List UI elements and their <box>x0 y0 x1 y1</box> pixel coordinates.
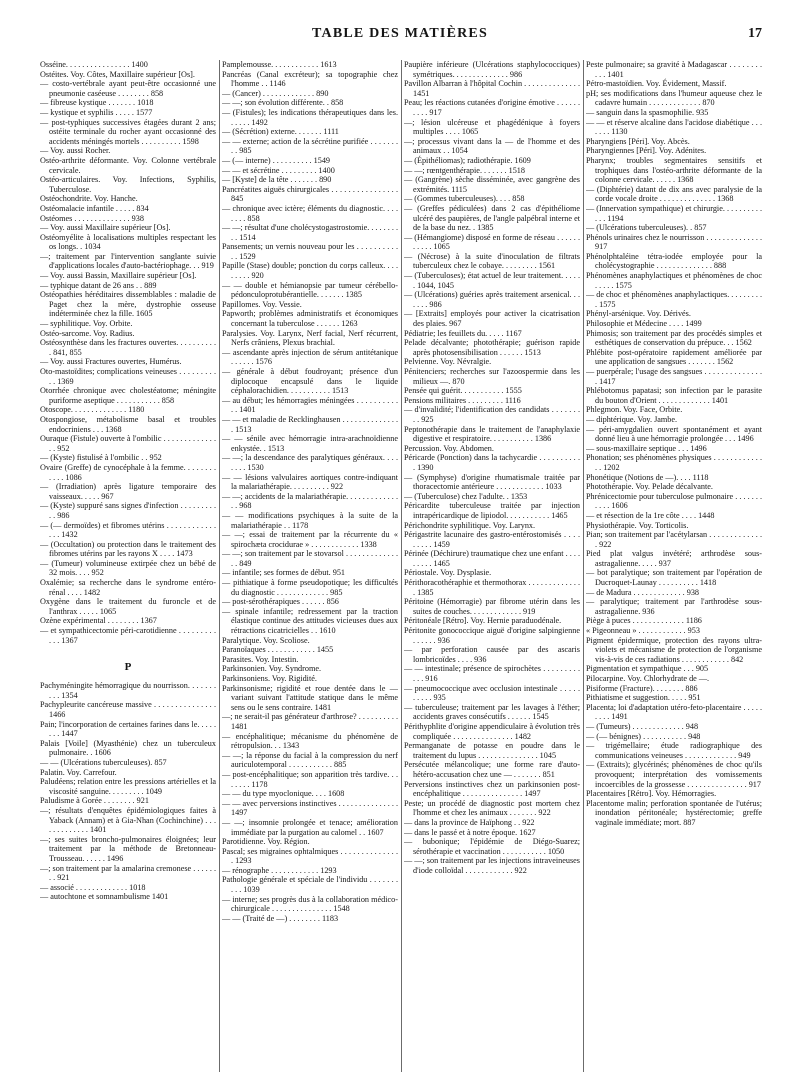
index-entry: — — et sécrétine . . . . . . . . . 1400 <box>222 165 335 175</box>
index-entry: — kystique et syphilis . . . . . 1577 <box>40 107 153 117</box>
index-entry: — — intestinale; présence de spirochètes . . . . . . . . . . . . 916 <box>404 664 580 683</box>
index-entry: Pharyngiennes [Péri]. Voy. Adénites. <box>586 146 707 156</box>
index-entry: — — du type myoclonique. . . . 1608 <box>222 789 345 799</box>
index-entry: Parasites. Voy. Intestin. <box>222 654 299 664</box>
index-entry: —; processus vivant dans la — de l'homme et des animaux . . 1054 <box>404 136 580 156</box>
index-entry: — (Ulcérations) guéries après traitement arsenical. . . . . . . 986 <box>404 290 580 309</box>
index-entry: — (— dermoïdes) et fibromes utérins . . . . . . . . . . . . . . . 1432 <box>40 520 216 540</box>
index-entry: — — (Traité de —) . . . . . . . . 1183 <box>222 913 339 923</box>
index-entry: — (Nécrose) à la suite d'inoculation de filtrats tuberculeux chez le cobaye. . . . . . . . . 1561 <box>404 251 580 271</box>
index-entry: — autochtone et somnambulisme 1401 <box>40 892 169 902</box>
index-entry: Ostéites. Voy. Côtes, Maxillaire supérieur [Os]. <box>40 69 195 79</box>
index-entry: pH; ses modifications dans l'humeur aqueuse chez le cadavre humain . . . . . . . . . . . . . 870 <box>586 88 762 108</box>
index-entry: Piège à puces . . . . . . . . . . . . . 1186 <box>586 616 702 626</box>
index-entry: Osséine. . . . . . . . . . . . . . . . 1400 <box>40 60 148 69</box>
index-entry: —; son traitement par la amalarina cremonese . . . . . . . . 921 <box>40 863 216 883</box>
index-entry: — (Diphtérie) datant de dix ans avec paralysie de la corde vocale droite . . . . . . . . . . . . . . 1368 <box>586 184 762 204</box>
index-entry: Périnée (Déchirure) traumatique chez une enfant . . . . . . . . . 1465 <box>404 549 580 568</box>
index-entry: — (Épithéliomas); radiothérapie. 1609 <box>404 155 531 165</box>
index-entry: Placentaires [Rétro]. Voy. Hémorragies. <box>586 789 717 799</box>
index-entry: Pain; l'incorporation de certaines farines dans le. . . . . . . . 1447 <box>40 719 216 739</box>
index-entry: — trigémellaire; étude radiographique des communications veineuses . . . . . . . . . . . . . 949 <box>586 741 762 760</box>
index-entry: — encéphalitique; mécanisme du phénomène de rétropulsion. . . 1343 <box>222 731 398 751</box>
index-entry: Ouraque (Fistule) ouverte à l'ombilic . . . . . . . . . . . . . . . 952 <box>40 434 216 453</box>
index-entry: Pensions militaires . . . . . . . . . 1116 <box>404 395 521 405</box>
index-entry: Péritonéale [Rétro]. Voy. Hernie paraduodénale. <box>404 616 562 626</box>
index-entry: Péricarde (Ponction) dans la tachycardie . . . . . . . . . . . 1390 <box>404 453 580 472</box>
index-entry: —; ses suites broncho-pulmonaires éloignées; leur traitement par la méthode de Bretonneau-Trousseau. . . . . . 1496 <box>40 834 216 863</box>
index-entry: Péritoine (Hémorragie) par fibrome utérin dans les suites de couches. . . . . . . . . . . . . 919 <box>404 597 580 616</box>
index-entry: — (Greffes pédiculées) dans 2 cas d'épithéliome ulcéré des paupières, de l'angle palpébral interne et de la base du nez. . 1385 <box>404 203 580 233</box>
index-entry: — diphtérique. Voy. Jambe. <box>586 414 678 424</box>
index-entry: Pénitenciers; recherches sur l'azoospermie dans les milieux —. 870 <box>404 367 580 386</box>
index-entry: Ostéomyélite à localisations multiples respectant les os longs. . 1034 <box>40 232 216 252</box>
index-entry: —; traitement par l'intervention sanglante suivie d'applications locales d'auto-bactériophage. . . 919 <box>40 251 216 271</box>
index-entry: — —; résultat d'une cholécystogastrostomie. . . . . . . . . . 1514 <box>222 223 398 242</box>
index-entry: — chronique avec ictère; éléments du diagnostic. . . . . . . . 858 <box>222 203 398 223</box>
index-entry: Pavillon Albarran à l'hôpital Cochin . . . . . . . . . . . . . . 1451 <box>404 79 580 98</box>
index-entry: Pigment épidermique, protection des rayons ultra-violets et mécanisme de protection de l'organisme vis-à-vis de ces radiations . . . . . . . . . . . . 842 <box>586 635 762 664</box>
index-entry: Péritonite gonococcique aiguë d'origine salpingienne . . . . . . 936 <box>404 626 580 645</box>
index-entry: Pelvienne. Voy. Névralgie. <box>404 357 492 367</box>
index-entry: Pathologie générale et spéciale de l'individu . . . . . . . . . . 1039 <box>222 875 398 895</box>
index-entry: — et sympathicectomie péri-carotidienne . . . . . . . . . . . . 1367 <box>40 626 216 645</box>
index-entry: — par perforation causée par des ascaris lombricoïdes . . . . 936 <box>404 645 580 664</box>
index-entry: Photothérapie. Voy. Pelade décalvante. <box>586 482 713 492</box>
index-entry: — (Tumeurs) . . . . . . . . . . . . . 948 <box>586 721 699 731</box>
index-entry: — — lésions valvulaires aortiques contre-indiquant la malariathérapie. . . . . . . . . . 922 <box>222 472 398 492</box>
index-entry: — puerpérale; l'usage des sangsues . . . . . . . . . . . . . . . 1417 <box>586 367 762 386</box>
index-entry: — syphilitique. Voy. Orbite. <box>40 319 133 329</box>
index-entry: Pansements; un vernis nouveau pour les . . . . . . . . . . . . 1529 <box>222 242 398 261</box>
index-entry: Placentome malin; perforation spontanée de l'utérus; inondation péritonéale; hystérectomie; greffe vaginale immédiate; mort. 887 <box>586 798 762 827</box>
index-entry: Oxygène dans le traitement du furoncle et de l'anthrax . . . . . 1065 <box>40 597 216 616</box>
index-entry: — Voy. aussi Fractures ouvertes, Humérus. <box>40 357 182 367</box>
index-entry: — [Kyste] de la tête . . . . . . . 890 <box>222 175 332 185</box>
index-entry: — interne; ses progrès dus à la collaboration médico-chirurgicale . . . . . . . . . . . . . . . 1548 <box>222 894 398 914</box>
index-entry: — sous-maxillaire septique . . . 1496 <box>586 443 707 453</box>
index-entry: — — et réserve alcaline dans l'acidose diabétique . . . . . . . 1130 <box>586 117 762 137</box>
index-entry: Pharyngiens [Péri]. Voy. Abcès. <box>586 136 690 146</box>
index-entry: — — externe; action de la sécrétine purifiée . . . . . . . . . 985 <box>222 136 398 156</box>
index-body <box>40 60 766 1074</box>
index-entry: — —; rœntgenthérapie. . . . . . . 1518 <box>404 165 525 175</box>
index-entry: —; lésion ulcéreuse et phagédénique à foyers multiples . . . . 1065 <box>404 117 580 137</box>
index-entry: — (Fistules); les indications thérapeutiques dans les. . . . . . 1492 <box>222 107 398 127</box>
index-entry: Palais [Voile] (Myasthénie) chez un tuberculeux pulmonaire. . 1606 <box>40 738 216 758</box>
index-entry: Phonétique (Notions de —). . . . 1118 <box>586 472 709 482</box>
index-entry: Parotidienne. Voy. Région. <box>222 837 310 847</box>
index-entry: Paralysies. Voy. Larynx, Nerf facial, Nerf récurrent, Nerfs crâniens, Plexus brachial. <box>222 328 398 348</box>
index-entry: Physiothérapie. Voy. Torticolis. <box>586 520 689 530</box>
index-entry: Périostale. Voy. Dysplasie. <box>404 568 492 578</box>
index-entry: — (Hémangiome) disposé en forme de réseau . . . . . . . . . . . 1065 <box>404 232 580 252</box>
index-entry: — — sénile avec hémorragie intra-arachnoïdienne enkystée. . 1513 <box>222 434 398 453</box>
index-entry: Pédiatrie; les feuillets du. . . . . 1167 <box>404 328 522 338</box>
index-entry: — (Sécrétion) externe. . . . . . . 1111 <box>222 127 339 137</box>
index-entry: Paludisme à Gorée . . . . . . . . 921 <box>40 796 149 806</box>
index-entry: — —; accidents de la malariathérapie. . . . . . . . . . . . . . . 968 <box>222 491 398 511</box>
index-entry: Phényl-arsénique. Voy. Dérivés. <box>586 309 691 319</box>
index-entry: Parkinsonisme; rigidité et roue dentée dans le — variant suivant l'attitude statique dans le même sens ou le sens contraire. 1481 <box>222 683 398 712</box>
index-entry: — spinale infantile; redressement par la traction élastique continue des attitudes vicieuses dues aux rétractions cicatricielles . . 1610 <box>222 606 398 636</box>
index-entry: — de choc et phénomènes anaphylactiques. . . . . . . . . . 1575 <box>586 290 762 309</box>
index-entry: « Pigeonneau » . . . . . . . . . . . . 953 <box>586 626 700 636</box>
index-entry: Pensée qui guérit. . . . . . . . . . . 1555 <box>404 386 522 396</box>
index-entry: Ostéosynthèse dans les fractures ouvertes. . . . . . . . . . . 841, 855 <box>40 338 216 357</box>
index-entry: Phénomènes anaphylactiques et phénomènes de choc . . . . . 1575 <box>586 271 762 290</box>
index-entry: — dans le passé et à notre époque. 1627 <box>404 827 536 837</box>
index-entry: Perversions instinctives chez un parkinsonien post-encéphalitique . . . . . . . . . . . . . . . 1497 <box>404 779 580 799</box>
index-entry: — au début; les hémorragies méningées . . . . . . . . . . . . 1401 <box>222 395 398 415</box>
index-entry: — (Innervation sympathique) et chirurgie. . . . . . . . . . . . . 1194 <box>586 203 762 223</box>
index-entry: Ostéopathies héréditaires dissemblables : maladie de Paget chez la mère, dystrophie osseuse indéterminée chez la fille. 1605 <box>40 290 216 319</box>
index-entry: Pian; son traitement par l'acétylarsan . . . . . . . . . . . . . . 922 <box>586 530 762 549</box>
index-entry: Phénols urinaires chez le nourrisson . . . . . . . . . . . . . . 917 <box>586 232 762 252</box>
index-entry: Périgastrite lacunaire des gastro-entérostomisés . . . . . . . . . 1459 <box>404 530 580 549</box>
index-entry: Oxalémie; sa recherche dans le syndrome entéro-rénal . . . . 1482 <box>40 578 216 597</box>
index-entry: Pilocarpine. Voy. Chlorhydrate de —. <box>586 674 710 683</box>
index-entry: — fibreuse kystique . . . . . . . 1018 <box>40 98 154 108</box>
index-entry: Placenta; loi d'adaptation utéro-feto-placentaire . . . . . . . . . 1491 <box>586 702 762 722</box>
index-entry: Phlébite post-opératoire rapidement améliorée par une application de sangsues . . . . . . . 1562 <box>586 347 762 367</box>
index-entry: — —; insomnie prolongée et tenace; amélioration immédiate par la purgation au calomel . . 1607 <box>222 817 398 837</box>
index-column-2 <box>222 60 398 1072</box>
index-entry: Peste; un procédé de diagnostic post mortem chez l'homme et chez les animaux . . . . . . . 922 <box>404 798 580 818</box>
page-title: TABLE DES MATIÈRES <box>312 26 488 41</box>
index-entry: Pancréas (Canal excréteur); sa topographie chez l'homme . . 1146 <box>222 69 398 89</box>
index-entry: Papillomes. Voy. Vessie. <box>222 299 302 309</box>
index-entry: — associé . . . . . . . . . . . . . 1018 <box>40 882 146 892</box>
index-entry: Paralytique. Voy. Scoliose. <box>222 635 310 645</box>
index-entry: — d'invalidité; l'identification des candidats . . . . . . . . . 925 <box>404 405 580 424</box>
index-entry: Ostéomalacie infantile . . . . . 834 <box>40 203 149 213</box>
index-entry: Percussion. Voy. Abdomen. <box>404 443 494 453</box>
index-column-3 <box>404 60 580 1072</box>
index-entry: Pisiforme (Fracture). . . . . . . . 886 <box>586 683 698 693</box>
index-entry: — bot paralytique; son traitement par l'opération de Ducroquet-Launay . . . . . . . . . . 1418 <box>586 568 762 588</box>
index-entry: — post-typhiques successives étagées durant 2 ans; ostéite terminale du rocher ayant occasionné des accidents méningés mortels . . . . . . . . . . 1598 <box>40 117 216 146</box>
index-entry: Paludéens; relation entre les pressions artérielles et la viscosité sanguine. . . . . . . . . 1049 <box>40 777 216 796</box>
index-entry: — générale à début foudroyant; présence d'un diplocoque encapsulé dans le liquide céphalorachidien. . . . . . . . . . . 1513 <box>222 367 398 396</box>
index-entry: Paranoïaques . . . . . . . . . . . . 1455 <box>222 645 334 655</box>
index-entry: — post-sérothérapiques . . . . . . 856 <box>222 597 339 607</box>
index-entry: Phonation; ses phénomènes physiques . . . . . . . . . . . . . . 1202 <box>586 453 762 472</box>
index-entry: — — double et hémianopsie par tumeur cérébello-pédonculoprotubérantielle. . . . . . . 1385 <box>222 280 398 300</box>
column-divider <box>583 60 584 1072</box>
index-entry: Phrénicectomie pour tuberculose pulmonaire . . . . . . . . . . . 1606 <box>586 491 762 511</box>
index-entry: — sanguin dans la spasmophilie. 935 <box>586 107 709 117</box>
index-entry: — [Extraits] employés pour activer la cicatrisation des plaies. 967 <box>404 309 580 329</box>
index-entry: Pamplemousse. . . . . . . . . . . . 1613 <box>222 60 337 69</box>
index-entry: Ostéo-sarcome. Voy. Radius. <box>40 328 135 338</box>
index-entry: Otospongiose, métabolisme basal et troubles endocriniens . . . 1368 <box>40 414 216 434</box>
index-entry: Phlébotomus papatasi; son infection par le parasite du bouton d'Orient . . . . . . . . . . . . . 1401 <box>586 386 762 405</box>
index-entry: — (Tuberculoses); état actuel de leur traitement. . . . . . 1044, 1045 <box>404 271 580 290</box>
index-entry: — paralytique; traitement par l'arthrodèse sous-astragalienne. 936 <box>586 597 762 616</box>
index-entry: Palatin. Voy. Carrefour. <box>40 767 117 777</box>
index-entry: — (Kyste) suppuré sans signes d'infection . . . . . . . . . . . 986 <box>40 501 216 520</box>
column-divider <box>401 60 402 1072</box>
index-entry: — —; essai de traitement par la récurrente du « spirochæta crocidurae » . . . . . . . . . . . . 1338 <box>222 530 398 549</box>
index-entry: — (— interne) . . . . . . . . . . 1549 <box>222 155 331 165</box>
index-entry: —; résultats d'enquêtes épidémiologiques faites à Yaback (Annam) et à Gia-Nhan (Cochinchine) . . . . . . . . . . . . . 1401 <box>40 805 216 835</box>
index-entry: Pied plat valgus invétéré; arthrodèse sous-astragalienne. . . . . 937 <box>586 549 762 568</box>
index-entry: — (Ulcérations tuberculeuses). . 857 <box>586 223 707 233</box>
index-entry: —; ne serait-il pas générateur d'arthrose? . . . . . . . . . . 1481 <box>222 712 398 731</box>
index-entry: — bubonique; l'épidémie de Diégo-Suarez; sérothérapie et vaccination . . . . . . . . . . . 1050 <box>404 837 580 856</box>
index-column-1 <box>40 60 216 1072</box>
index-entry: — (Occultation) ou protection dans le traitement des fibromes utérins par les rayons X . . . . 1473 <box>40 539 216 559</box>
index-entry: Phénolphtaléine tétra-iodée employée pour la cholécystographie . . . . . . . . . . . . . . 888 <box>586 251 762 271</box>
index-entry: — (Gangrène) sèche disséminée, avec gangrène des extrémités. 1115 <box>404 175 580 194</box>
index-entry: Péricardite tuberculeuse traitée par injection intrapéricardique de lipiodol. . . . . . . . . . . 1465 <box>404 501 580 520</box>
index-entry: Paupière inférieure (Ulcérations staphylococciques) symétriques. . . . . . . . . . . . . . 986 <box>404 60 580 79</box>
index-entry: — (Tumeur) volumineuse extirpée chez un bébé de 32 mois. . . . 952 <box>40 558 216 578</box>
index-entry: Phlegmon. Voy. Face, Orbite. <box>586 405 683 415</box>
index-entry: — —; son traitement par le stovarsol . . . . . . . . . . . . . . . 849 <box>222 549 398 568</box>
index-entry: Otoscope. . . . . . . . . . . . . . 1180 <box>40 405 145 415</box>
page-number: 17 <box>748 26 762 41</box>
index-entry: — — et maladie de Recklinghausen . . . . . . . . . . . . . . . 1513 <box>222 414 398 434</box>
index-entry: — rénographe . . . . . . . . . . . . 1293 <box>222 865 337 875</box>
index-entry: — et résection de la 1re côte . . . . 1448 <box>586 510 715 520</box>
index-entry: Pétro-mastoïdien. Voy. Évidement, Massif. <box>586 79 727 89</box>
index-entry: — (Gommes tuberculeuses). . . . 858 <box>404 194 525 204</box>
column-divider <box>219 60 220 1072</box>
page-header <box>0 0 800 62</box>
index-entry: — typhique datant de 26 ans . . 889 <box>40 280 157 290</box>
index-entry: — — avec perversions instinctives . . . . . . . . . . . . . . . 1497 <box>222 798 398 818</box>
index-entry: Peau; les réactions cutanées d'origine émotive . . . . . . . . . . 917 <box>404 98 580 117</box>
index-entry: — (Tuberculose) chez l'adulte. . 1353 <box>404 491 528 501</box>
index-entry: — ascendante après injection de sérum antitétanique . . . . . . 1576 <box>222 347 398 367</box>
index-entry: Oto-mastoïdites; complications veineuses . . . . . . . . . . . 1369 <box>40 367 216 386</box>
index-entry: — (Kyste) fistulisé à l'ombilic . . 952 <box>40 453 162 463</box>
index-entry: — pithiatique à forme pseudopotique; les difficultés du diagnostic . . . . . . . . . . . . . 985 <box>222 578 398 597</box>
index-entry: Peste pulmonaire; sa gravité à Madagascar . . . . . . . . . . . 1401 <box>586 60 762 79</box>
index-entry: — post-encéphalitique; son apparition très tardive. . . . . . . . 1178 <box>222 769 398 789</box>
index-entry: Pachypleurite cancéreuse massive . . . . . . . . . . . . . . . 1466 <box>40 700 216 719</box>
index-entry: — dans la province de Haïphong . . 922 <box>404 817 535 827</box>
index-entry: Ovaire (Greffe) de cynocéphale à la femme. . . . . . . . . . . . 1086 <box>40 462 216 482</box>
index-entry: — tuberculeuse; traitement par les lavages à l'éther; accidents graves consécutifs . . . . . . 1545 <box>404 702 580 722</box>
index-entry: — —; la réponse du facial à la compression du nerf auriculotemporal . . . . . . . . . . . 885 <box>222 750 398 770</box>
index-entry: — infantile; ses formes de début. 951 <box>222 568 346 578</box>
index-entry: Pancréatites aiguës chirurgicales . . . . . . . . . . . . . . . . 845 <box>222 184 398 204</box>
index-entry: — (— bénignes) . . . . . . . . . . . 948 <box>586 731 701 741</box>
index-entry: Pachyméningite hémorragique du nourrisson. . . . . . . . . . 1354 <box>40 681 216 700</box>
index-entry: Ostéomes . . . . . . . . . . . . . . 938 <box>40 213 144 223</box>
index-entry: Parkinsonien. Voy. Syndrome. <box>222 664 322 674</box>
index-column-4 <box>586 60 762 1072</box>
index-entry: — Voy. aussi Bassin, Maxillaire supérieur [Os]. <box>40 271 197 281</box>
index-entry: Pithiatisme et suggestion. . . . . 951 <box>586 693 701 703</box>
index-entry: — (Extraits); glycérinés; phénomènes de choc qu'ils provoquent; interprétation des vomissements incoercibles de la grossesse . . . . . . . . . . . . . . . 917 <box>586 760 762 789</box>
index-entry: Phimosis; son traitement par des procédés simples et esthétiques de conservation du prépuce. . . 1562 <box>586 328 762 348</box>
index-entry: — —; la descendance des paralytiques généraux. . . . . . . . 1530 <box>222 453 398 472</box>
index-entry: Périchondrite syphilitique. Voy. Larynx. <box>404 520 536 530</box>
index-entry: Ostéo-arthrite déformante. Voy. Colonne vertébrale cervicale. <box>40 155 216 175</box>
index-entry: — Voy. aussi Maxillaire supérieur [Os]. <box>40 223 171 233</box>
index-entry: — — (Ulcérations tuberculeuses). 857 <box>40 757 167 767</box>
index-entry: — costo-vertébrale ayant peut-être occasionné une pneumonie caséeuse . . . . . . . . 858 <box>40 79 216 98</box>
index-entry: — (Symphyse) d'origine rhumatismale traitée par thoracectomie antérieure . . . . . . . . . . . . 1033 <box>404 472 580 492</box>
index-entry: Pascal; ses migraines ophtalmiques . . . . . . . . . . . . . . . 1293 <box>222 846 398 866</box>
index-entry: Périthoracothéraphie et thermothorax . . . . . . . . . . . . . . 1385 <box>404 578 580 597</box>
index-entry: — —; son évolution différente. . 858 <box>222 98 344 108</box>
index-entry: Papille (Stase) double; ponction du corps calleux. . . . . . . . . 920 <box>222 261 398 281</box>
index-entry: Pharynx; troubles segmentaires sensitifs et trophiques dans l'ostéo-arthrite déformante de la colonne cervicale. . . . . . 1368 <box>586 155 762 185</box>
index-entry: Permanganate de potasse en poudre dans le traitement du lupus . . . . . . . . . . . . . . . 1045 <box>404 741 580 760</box>
index-entry: Philosophie et Médecine . . . . 1499 <box>586 319 702 329</box>
index-entry: — péri-amygdalien ouvert spontanément et ayant donné lieu à une hémorragie prolongée . . . 1496 <box>586 424 762 444</box>
index-entry: — —; son traitement par les injections intraveineuses d'iode colloïdal . . . . . . . . . . . . 922 <box>404 856 580 875</box>
index-entry: Pigmentation et sympathique . . . 905 <box>586 664 709 674</box>
section-letter-heading: P <box>124 661 132 674</box>
index-entry: Ostéo-articulaires. Voy. Infections, Syphilis, Tuberculose. <box>40 175 216 194</box>
index-entry: — de Madura . . . . . . . . . . . . . 938 <box>586 587 700 597</box>
index-entry: Ozène expérimental . . . . . . . . 1367 <box>40 616 157 626</box>
index-entry: Persécutée mélancolique; une forme rare d'auto-hétéro-accusation chez une — . . . . . . . 851 <box>404 760 580 779</box>
index-entry: Périthyphlite d'origine appendiculaire à évolution très compliquée . . . . . . . . . . . . . . . 1482 <box>404 721 580 741</box>
index-entry: — — modifications psychiques à la suite de la malariathérapie . . 1178 <box>222 510 398 530</box>
index-entry: Ostéochondrite. Voy. Hanche. <box>40 194 138 204</box>
index-entry: Pelade décalvante; photothérapie; guérison rapide après photosensibilisation . . . . . . 1513 <box>404 338 580 357</box>
index-entry: Otorrhée chronique avec cholestéatome; méningite puriforme aseptique . . . . . . . . . . . 858 <box>40 386 216 405</box>
index-entry: — (Irradiation) après ligature temporaire des vaisseaux. . . . . 967 <box>40 482 216 501</box>
index-entry: — (Cancer) . . . . . . . . . . . . . 890 <box>222 88 329 98</box>
index-entry: Papworth; problèmes administratifs et économiques concernant la tuberculose . . . . . . 1263 <box>222 309 398 329</box>
index-entry: Parkinsoniens. Voy. Rigidité. <box>222 674 317 683</box>
index-entry: Peptonothérapie dans le traitement de l'anaphylaxie digestive et respiratoire. . . . . . . . . . . 1386 <box>404 424 580 444</box>
index-entry: — Voy. aussi Rocher. <box>40 146 111 156</box>
index-entry: — pneumococcique avec occlusion intestinale . . . . . . . . . . 935 <box>404 683 580 703</box>
